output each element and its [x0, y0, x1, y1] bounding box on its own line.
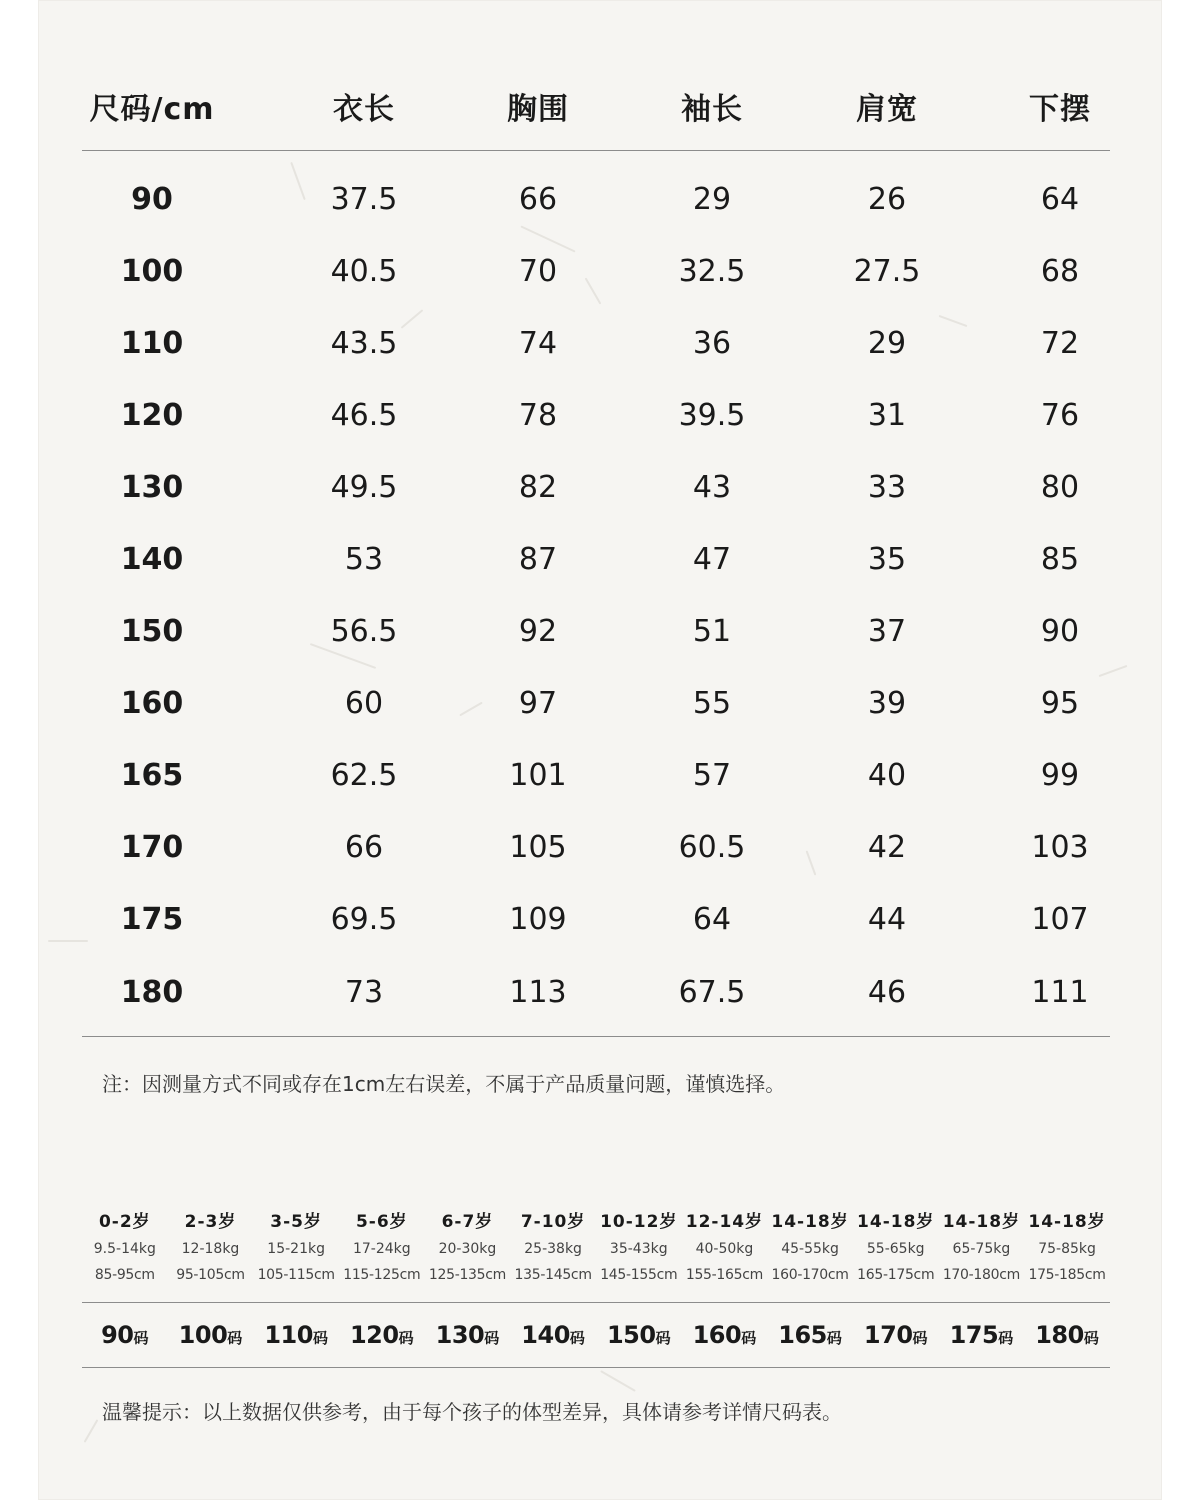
size-table-header — [82, 62, 1110, 151]
size-code-unit: 码 — [1083, 1329, 1099, 1347]
size-code — [168, 1321, 254, 1349]
size-table — [82, 62, 1110, 1037]
age-height: 170-180cm — [942, 1267, 1020, 1283]
size-code-number: 130 — [435, 1321, 485, 1349]
measure-cell: 76 — [1040, 397, 1080, 433]
age-height: 135-145cm — [514, 1267, 592, 1283]
measure-cell: 40.5 — [330, 253, 398, 289]
measure-cell: 111 — [1031, 974, 1089, 1010]
age-guide — [82, 1208, 1110, 1368]
measure-cell: 85 — [1040, 542, 1080, 578]
size-code-number: 100 — [178, 1321, 228, 1349]
size-code — [767, 1321, 853, 1349]
age-label: 10-12岁 — [600, 1212, 678, 1232]
age-column — [82, 1208, 168, 1288]
size-code-unit: 码 — [655, 1329, 671, 1347]
measure-cell: 62.5 — [330, 758, 398, 794]
measure-cell: 68 — [1040, 253, 1080, 289]
size-code-number: 140 — [521, 1321, 570, 1349]
reference-tip: 温馨提示：以上数据仅供参考，由于每个孩子的体型差异，具体请参考详情尺码表。 — [102, 1400, 842, 1424]
size-code-number: 90 — [101, 1321, 134, 1349]
age-height: 125-135cm — [428, 1267, 507, 1283]
measure-cell: 46 — [867, 974, 907, 1010]
size-code-number: 180 — [1035, 1321, 1084, 1349]
age-column — [168, 1208, 254, 1288]
measure-cell: 97 — [518, 686, 558, 722]
table-row — [82, 235, 1110, 307]
age-label: 14-18岁 — [1028, 1212, 1106, 1232]
age-height: 115-125cm — [343, 1267, 421, 1283]
paper-fiber — [84, 1419, 99, 1443]
measure-cell: 60.5 — [678, 830, 746, 866]
age-height: 165-175cm — [857, 1267, 935, 1283]
measure-cell: 80 — [1040, 469, 1080, 505]
size-code-number: 160 — [692, 1321, 742, 1349]
size-cell: 130 — [120, 469, 184, 505]
age-weight: 20-30kg — [438, 1241, 497, 1257]
size-cell: 170 — [120, 830, 184, 866]
size-table-body — [82, 151, 1110, 1037]
size-code — [596, 1321, 682, 1349]
age-column — [853, 1208, 939, 1288]
size-cell: 175 — [120, 902, 184, 938]
age-column — [939, 1208, 1025, 1288]
age-label: 7-10岁 — [520, 1212, 586, 1232]
measure-cell: 66 — [344, 830, 384, 866]
age-weight: 17-24kg — [352, 1241, 411, 1257]
measure-cell: 53 — [344, 542, 384, 578]
table-row — [82, 523, 1110, 595]
age-label: 2-3岁 — [184, 1212, 237, 1232]
size-code-unit: 码 — [312, 1329, 328, 1347]
size-cell: 110 — [120, 325, 184, 361]
size-code-number: 165 — [778, 1321, 827, 1349]
measure-cell: 69.5 — [330, 902, 398, 938]
measure-cell: 95 — [1040, 686, 1080, 722]
age-height: 145-155cm — [600, 1267, 678, 1283]
size-code-unit: 码 — [227, 1329, 243, 1347]
measure-cell: 109 — [509, 902, 567, 938]
age-label: 0-2岁 — [98, 1212, 151, 1232]
age-height: 105-115cm — [257, 1267, 335, 1283]
measure-cell: 43.5 — [330, 325, 398, 361]
size-code-unit: 码 — [398, 1329, 414, 1347]
measure-cell: 36 — [692, 325, 732, 361]
measure-cell: 70 — [518, 253, 558, 289]
header-chest: 胸围 — [507, 92, 569, 127]
size-code-unit: 码 — [133, 1329, 149, 1347]
measure-cell: 40 — [867, 758, 907, 794]
table-row — [82, 451, 1110, 523]
age-column — [767, 1208, 853, 1288]
age-guide-info — [82, 1208, 1110, 1288]
table-row — [82, 740, 1110, 812]
measure-cell: 47 — [692, 542, 732, 578]
age-height: 160-170cm — [771, 1267, 849, 1283]
measure-cell: 101 — [509, 758, 567, 794]
age-label: 14-18岁 — [857, 1212, 935, 1232]
size-cell: 160 — [120, 686, 184, 722]
size-code-unit: 码 — [569, 1329, 585, 1347]
size-code-unit: 码 — [741, 1329, 757, 1347]
measure-cell: 37.5 — [330, 181, 398, 217]
measure-cell: 29 — [867, 325, 907, 361]
size-code-unit: 码 — [998, 1329, 1014, 1347]
paper-fiber — [600, 1370, 636, 1392]
age-weight: 40-50kg — [695, 1241, 754, 1257]
measure-cell: 78 — [518, 397, 558, 433]
size-code — [510, 1321, 596, 1349]
measure-cell: 32.5 — [678, 253, 746, 289]
age-label: 14-18岁 — [771, 1212, 849, 1232]
age-height: 95-105cm — [176, 1267, 245, 1283]
measure-cell: 87 — [518, 542, 558, 578]
age-column — [253, 1208, 339, 1288]
measure-cell: 64 — [1040, 181, 1080, 217]
measure-cell: 31 — [867, 397, 907, 433]
table-row — [82, 812, 1110, 884]
age-label: 12-14岁 — [685, 1212, 764, 1232]
size-cell: 90 — [131, 181, 173, 217]
table-row — [82, 884, 1110, 956]
measure-cell: 67.5 — [678, 974, 746, 1010]
size-code-number: 170 — [863, 1321, 913, 1349]
table-row — [82, 307, 1110, 379]
header-size: 尺码/cm — [89, 92, 215, 127]
size-code-number: 110 — [264, 1321, 313, 1349]
age-weight: 12-18kg — [181, 1241, 240, 1257]
measure-cell: 39.5 — [678, 397, 746, 433]
size-code-unit: 码 — [912, 1329, 928, 1347]
measure-cell: 42 — [867, 830, 907, 866]
age-column — [425, 1208, 511, 1288]
age-weight: 75-85kg — [1038, 1241, 1096, 1257]
measure-cell: 64 — [692, 902, 732, 938]
measure-cell: 113 — [509, 974, 567, 1010]
measure-cell: 39 — [867, 686, 907, 722]
measure-cell: 27.5 — [853, 253, 921, 289]
measure-cell: 29 — [692, 181, 732, 217]
header-hem: 下摆 — [1029, 92, 1091, 127]
age-weight: 45-55kg — [781, 1241, 839, 1257]
measure-cell: 37 — [867, 614, 907, 650]
age-guide-sizes — [82, 1303, 1110, 1368]
age-weight: 65-75kg — [952, 1241, 1011, 1257]
measure-cell: 57 — [692, 758, 732, 794]
size-code — [82, 1321, 168, 1349]
size-code-number: 175 — [949, 1321, 999, 1349]
age-height: 85-95cm — [94, 1267, 155, 1283]
age-label: 6-7岁 — [441, 1212, 494, 1232]
measure-cell: 51 — [692, 614, 732, 650]
size-code-number: 150 — [606, 1321, 656, 1349]
measure-cell: 92 — [518, 614, 558, 650]
measure-cell: 26 — [867, 181, 907, 217]
measure-cell: 72 — [1040, 325, 1080, 361]
size-code-number: 120 — [349, 1321, 399, 1349]
size-cell: 100 — [120, 253, 184, 289]
age-column — [596, 1208, 682, 1288]
table-row — [82, 379, 1110, 451]
header-sleeve: 袖长 — [681, 92, 743, 127]
measure-cell: 43 — [692, 469, 732, 505]
size-code — [1024, 1321, 1110, 1349]
table-row — [82, 956, 1110, 1028]
measure-cell: 74 — [518, 325, 558, 361]
size-code — [939, 1321, 1025, 1349]
measure-cell: 35 — [867, 542, 907, 578]
age-column — [682, 1208, 768, 1288]
age-column — [339, 1208, 425, 1288]
measure-cell: 46.5 — [330, 397, 398, 433]
size-cell: 180 — [120, 974, 184, 1010]
header-shoulder: 肩宽 — [856, 92, 918, 127]
size-code-unit: 码 — [484, 1329, 500, 1347]
measure-cell: 49.5 — [330, 469, 398, 505]
measure-cell: 55 — [692, 686, 732, 722]
size-code — [339, 1321, 425, 1349]
measure-cell: 66 — [518, 181, 558, 217]
age-label: 5-6岁 — [355, 1212, 408, 1232]
header-length: 衣长 — [333, 92, 395, 127]
age-weight: 25-38kg — [524, 1241, 582, 1257]
measure-cell: 73 — [344, 974, 384, 1010]
measure-cell: 107 — [1031, 902, 1089, 938]
age-label: 3-5岁 — [270, 1212, 322, 1232]
measure-cell: 99 — [1040, 758, 1080, 794]
size-cell: 120 — [120, 397, 184, 433]
measure-cell: 33 — [867, 469, 907, 505]
measure-cell: 103 — [1031, 830, 1089, 866]
measure-cell: 56.5 — [330, 614, 398, 650]
age-height: 155-165cm — [685, 1267, 763, 1283]
size-cell: 140 — [120, 542, 184, 578]
age-label: 14-18岁 — [942, 1212, 1021, 1232]
measurement-note: 注：因测量方式不同或存在1cm左右误差，不属于产品质量问题，谨慎选择。 — [102, 1072, 786, 1096]
age-weight: 55-65kg — [866, 1241, 925, 1257]
age-height: 175-185cm — [1028, 1267, 1106, 1283]
table-row — [82, 668, 1110, 740]
size-code-unit: 码 — [826, 1329, 842, 1347]
age-weight: 15-21kg — [267, 1241, 325, 1257]
measure-cell: 82 — [518, 469, 558, 505]
size-cell: 165 — [120, 758, 184, 794]
size-code — [253, 1321, 339, 1349]
measure-cell: 44 — [867, 902, 907, 938]
age-weight: 35-43kg — [609, 1241, 668, 1257]
measure-cell: 90 — [1040, 614, 1080, 650]
age-column — [1024, 1208, 1110, 1288]
size-code — [425, 1321, 511, 1349]
table-row — [82, 596, 1110, 668]
size-code — [853, 1321, 939, 1349]
size-cell: 150 — [120, 614, 184, 650]
size-code — [682, 1321, 768, 1349]
table-row — [82, 163, 1110, 235]
measure-cell: 105 — [509, 830, 567, 866]
measure-cell: 60 — [344, 686, 384, 722]
age-column — [510, 1208, 596, 1288]
age-weight: 9.5-14kg — [93, 1241, 156, 1257]
